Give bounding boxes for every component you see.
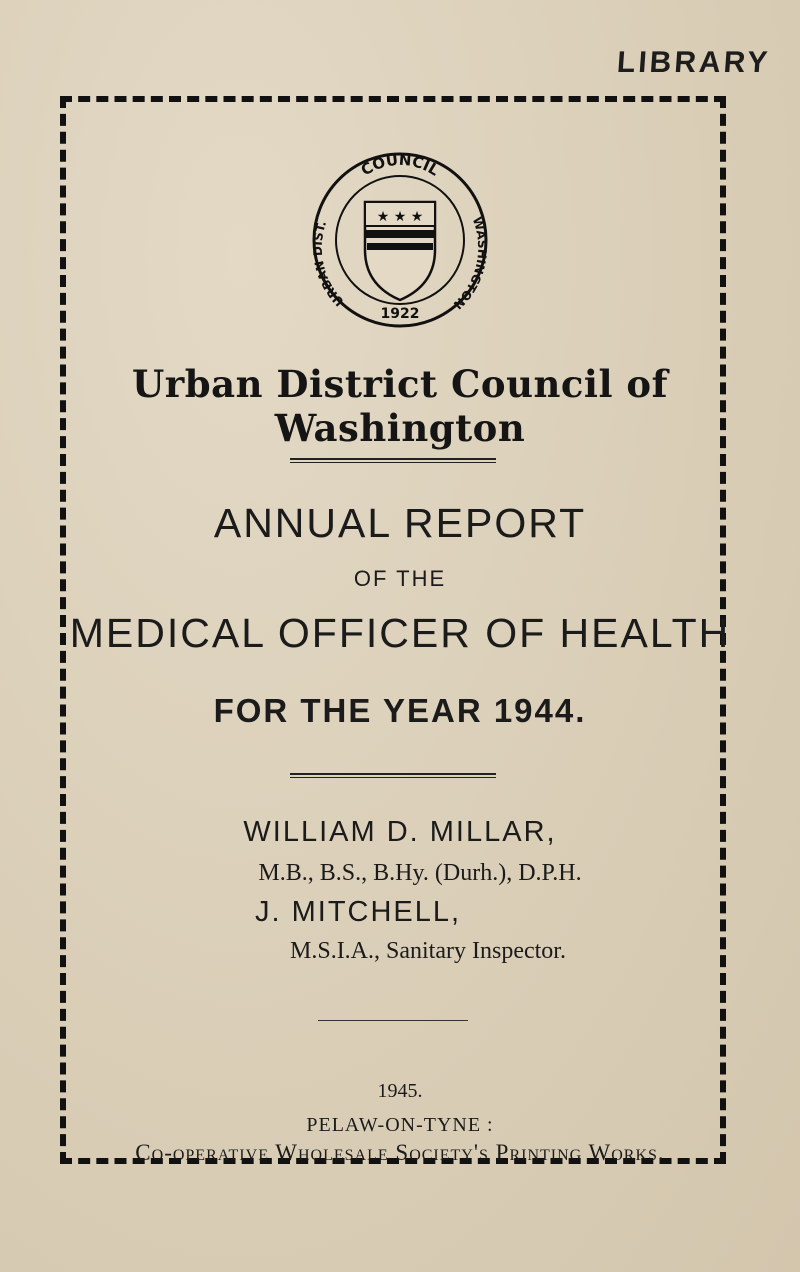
council-name-heading: Urban District Council of Washington: [131, 362, 669, 450]
crest-left-text: URBAN DIST.: [310, 218, 347, 309]
officer-name-1: WILLIAM D. MILLAR,: [243, 816, 557, 848]
crest-right-text: WASHINGTON: [450, 215, 490, 312]
title-year: FOR THE YEAR 1944.: [213, 692, 587, 729]
single-rule-bottom: [318, 1020, 468, 1021]
imprint-printer: Co-operative Wholesale Society's Printing Works.: [135, 1140, 665, 1165]
imprint-year: 1945.: [377, 1080, 423, 1102]
title-of-the: OF THE: [353, 566, 447, 591]
double-rule-middle: [290, 773, 496, 778]
crest-top-text: COUNCIL: [357, 150, 443, 180]
imprint-place: PELAW-ON-TYNE :: [306, 1114, 494, 1136]
officer-qualifications-2: M.S.I.A., Sanitary Inspector.: [290, 938, 566, 964]
svg-text:WASHINGTON: [451, 215, 490, 312]
officer-qualifications-1: M.B., B.S., B.Hy. (Durh.), D.P.H.: [258, 860, 582, 886]
crest-stars: ★ ★ ★: [376, 209, 424, 225]
title-medical-officer: MEDICAL OFFICER OF HEALTH: [69, 610, 731, 656]
officer-name-2: J. MITCHELL,: [255, 896, 462, 928]
library-stamp: LIBRARY: [615, 46, 772, 79]
double-rule-top: [290, 458, 496, 463]
title-annual-report: ANNUAL REPORT: [213, 500, 587, 546]
council-crest-icon: [310, 150, 490, 330]
crest-year: 1922: [380, 306, 420, 322]
